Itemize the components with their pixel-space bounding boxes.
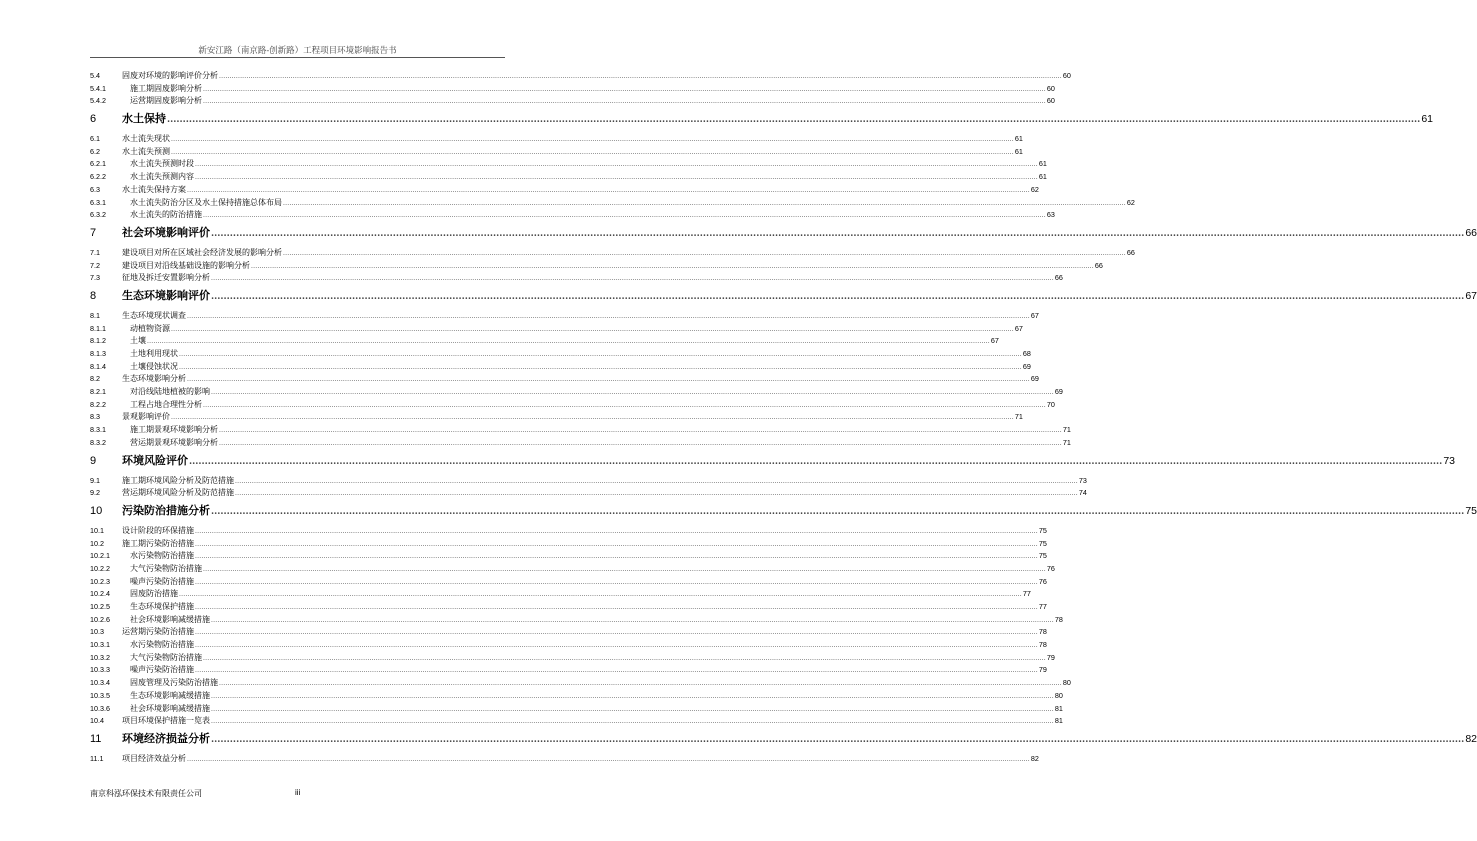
toc-entry-number: 5.4.2 [90,96,106,106]
toc-entry-page: 80 [1054,690,1063,700]
toc-leader-dots: ................................................................................................................................................................................................................................................................................................................................................................................................................ [171,325,1014,333]
toc-leader-dots: ................................................................................................................................................................................................................................................................................................................................................................................................................ [167,115,1421,126]
toc-entry[interactable] [90,222,1477,247]
toc-entry-title: 水土流失保持方案 [122,184,186,194]
toc-leader-dots: ................................................................................................................................................................................................................................................................................................................................................................................................................ [283,249,1126,257]
toc-leader-dots: ................................................................................................................................................................................................................................................................................................................................................................................................................ [211,705,1054,713]
toc-entry-title: 设计阶段的环保措施 [122,525,194,535]
toc-entry-title: 土壤侵蚀状况 [130,361,178,371]
table-of-contents [90,70,1477,766]
toc-entry-title: 固废防治措施 [130,589,178,599]
toc-leader-dots: ................................................................................................................................................................................................................................................................................................................................................................................................................ [195,174,1038,182]
toc-entry-title: 生态环境保护措施 [130,602,194,611]
toc-entry-page: 62 [1126,197,1135,207]
toc-entry[interactable] [90,411,1023,424]
toc-entry-number: 10.3.1 [90,640,110,650]
toc-entry-page: 76 [1046,563,1055,573]
toc-entry-page: 60 [1046,83,1055,93]
toc-entry-page: 75 [1465,504,1477,517]
toc-entry-page: 80 [1062,678,1071,688]
toc-entry-title: 水土流失防治分区及水土保持措施总体布局 [130,197,282,207]
toc-entry[interactable] [90,70,1071,83]
toc-entry[interactable] [90,285,1477,310]
toc-entry-title: 运营期固废影响分析 [130,96,202,106]
toc-entry[interactable] [90,626,1047,639]
toc-leader-dots: ................................................................................................................................................................................................................................................................................................................................................................................................................ [179,351,1022,358]
toc-entry-title: 水土保持 [122,112,166,126]
toc-entry[interactable] [90,450,1456,475]
toc-entry-number: 8.1.3 [90,349,106,358]
toc-entry[interactable] [90,171,1047,184]
toc-entry-title: 景观影响评价 [122,412,170,422]
toc-entry[interactable] [90,361,1031,374]
toc-leader-dots: ................................................................................................................................................................................................................................................................................................................................................................................................................ [147,338,990,346]
toc-entry-page: 66 [1054,273,1063,283]
toc-entry[interactable] [90,83,1055,96]
toc-entry[interactable] [90,146,1023,159]
toc-entry-title: 大气污染物防治措施 [130,652,202,662]
toc-entry-page: 61 [1038,172,1047,182]
toc-entry-title: 水污染物防治措施 [130,640,194,650]
toc-entry-page: 73 [1078,475,1087,485]
toc-entry-number: 9.1 [90,475,100,485]
toc-entry-page: 61 [1014,146,1023,156]
toc-entry-page: 63 [1046,210,1055,220]
toc-entry-title: 运营期污染防治措施 [122,627,194,637]
toc-entry[interactable] [90,500,1477,525]
toc-entry[interactable] [90,588,1031,601]
toc-entry-title: 固废对环境的影响评价分析 [122,71,218,80]
toc-entry-number: 10.2.3 [90,576,110,586]
toc-entry[interactable] [90,260,1103,273]
toc-entry-number: 8.1.1 [90,323,106,333]
toc-entry-title: 社会环境影响减缓措施 [130,614,210,624]
toc-entry-title: 土地利用现状 [130,349,178,358]
toc-entry[interactable] [90,197,1135,210]
toc-entry-number: 7 [90,226,97,239]
toc-leader-dots: ................................................................................................................................................................................................................................................................................................................................................................................................................ [251,262,1094,270]
toc-entry-page: 79 [1038,665,1047,675]
toc-leader-dots: ................................................................................................................................................................................................................................................................................................................................................................................................................ [211,718,1054,726]
toc-entry[interactable] [90,652,1055,665]
footer-page-number: iii [295,788,301,797]
toc-entry-page: 69 [1054,387,1063,397]
toc-entry-page: 78 [1054,614,1063,624]
toc-entry-page: 67 [1465,289,1477,302]
toc-leader-dots: ................................................................................................................................................................................................................................................................................................................................................................................................................ [219,427,1062,435]
toc-entry-title: 环境经济损益分析 [122,731,210,745]
toc-entry-title: 水土流失现状 [122,134,170,144]
toc-entry-number: 10.3.2 [90,652,110,662]
toc-leader-dots: ................................................................................................................................................................................................................................................................................................................................................................................................................ [219,73,1062,80]
toc-leader-dots: ................................................................................................................................................................................................................................................................................................................................................................................................................ [189,456,1443,467]
toc-entry[interactable] [90,538,1047,551]
toc-entry-title: 营运期景观环境影响分析 [130,437,218,447]
toc-entry-page: 78 [1038,640,1047,650]
toc-leader-dots: ................................................................................................................................................................................................................................................................................................................................................................................................................ [187,186,1030,194]
toc-entry-page: 81 [1054,716,1063,726]
toc-entry-number: 8.1.2 [90,336,106,346]
toc-leader-dots: ................................................................................................................................................................................................................................................................................................................................................................................................................ [211,291,1465,302]
toc-leader-dots: ................................................................................................................................................................................................................................................................................................................................................................................................................ [203,98,1046,106]
toc-entry-title: 施工期污染防治措施 [122,538,194,548]
toc-entry-title: 水土流失的防治措施 [130,210,202,220]
toc-leader-dots: ................................................................................................................................................................................................................................................................................................................................................................................................................ [235,490,1078,498]
toc-leader-dots: ................................................................................................................................................................................................................................................................................................................................................................................................................ [211,692,1054,700]
toc-entry-page: 68 [1022,349,1031,358]
toc-entry[interactable] [90,563,1055,576]
toc-entry[interactable] [90,133,1023,146]
toc-entry-page: 67 [1014,323,1023,333]
toc-entry-page: 73 [1443,454,1456,467]
toc-entry[interactable] [90,323,1023,336]
toc-entry-number: 10.2.5 [90,602,110,611]
toc-entry-title: 环境风险评价 [122,453,188,467]
toc-entry-number: 8.2.1 [90,387,106,397]
toc-entry-title: 项目经济效益分析 [122,753,186,763]
toc-entry-number: 10.3.4 [90,678,110,688]
toc-entry-page: 66 [1465,226,1477,239]
toc-entry-title: 固废管理及污染防治措施 [130,678,218,688]
toc-leader-dots: ................................................................................................................................................................................................................................................................................................................................................................................................................ [187,376,1030,384]
toc-entry-page: 77 [1022,589,1031,599]
toc-leader-dots: ................................................................................................................................................................................................................................................................................................................................................................................................................ [195,604,1038,611]
toc-entry-title: 生态环境影响分析 [122,374,186,384]
toc-entry-page: 76 [1038,576,1047,586]
toc-entry[interactable] [90,550,1047,563]
toc-entry-page: 66 [1094,260,1103,270]
toc-entry-title: 施工期固废影响分析 [130,83,202,93]
toc-entry[interactable] [90,664,1047,677]
toc-entry-title: 征地及拆迁安置影响分析 [122,273,210,283]
toc-leader-dots: ................................................................................................................................................................................................................................................................................................................................................................................................................ [211,616,1054,624]
toc-leader-dots: ................................................................................................................................................................................................................................................................................................................................................................................................................ [195,161,1038,169]
toc-entry[interactable] [90,335,999,348]
toc-entry-title: 噪声污染防治措施 [130,665,194,675]
toc-entry[interactable] [90,475,1087,488]
toc-entry-number: 6.3.1 [90,197,106,207]
toc-entry-page: 75 [1038,538,1047,548]
toc-entry-number: 5.4 [90,71,100,80]
toc-entry[interactable] [90,677,1071,690]
header-divider [90,57,505,58]
toc-entry-number: 10.1 [90,525,104,535]
toc-entry-number: 6.2 [90,146,100,156]
toc-leader-dots: ................................................................................................................................................................................................................................................................................................................................................................................................................ [171,136,1014,144]
toc-leader-dots: ................................................................................................................................................................................................................................................................................................................................................................................................................ [171,148,1014,156]
toc-entry-title: 营运期环境风险分析及防范措施 [122,488,234,498]
toc-entry-title: 建设项目对所在区域社会经济发展的影响分析 [122,247,282,257]
toc-entry-number: 10.2.4 [90,589,110,599]
toc-entry-number: 8.2 [90,374,100,384]
toc-entry-page: 67 [990,336,999,346]
toc-entry[interactable] [90,424,1071,437]
toc-entry-number: 9.2 [90,488,100,498]
toc-entry[interactable] [90,576,1047,589]
toc-entry-page: 75 [1038,551,1047,561]
toc-entry-title: 社会环境影响减缓措施 [130,703,210,713]
toc-leader-dots: ................................................................................................................................................................................................................................................................................................................................................................................................................ [195,578,1038,586]
toc-leader-dots: ................................................................................................................................................................................................................................................................................................................................................................................................................ [195,667,1038,675]
toc-leader-dots: ................................................................................................................................................................................................................................................................................................................................................................................................................ [203,654,1046,662]
toc-entry-page: 77 [1038,602,1047,611]
toc-leader-dots: ................................................................................................................................................................................................................................................................................................................................................................................................................ [195,629,1038,637]
toc-entry-title: 生态环境影响减缓措施 [130,690,210,700]
toc-entry[interactable] [90,614,1063,627]
toc-entry-number: 10.3.5 [90,690,110,700]
toc-entry-number: 8.2.2 [90,399,106,409]
toc-entry-page: 78 [1038,627,1047,637]
toc-entry-title: 水土流失预测内容 [130,172,194,182]
toc-entry-page: 71 [1062,437,1071,447]
toc-entry-title: 水污染物防治措施 [130,551,194,561]
toc-entry-page: 67 [1030,310,1039,320]
toc-entry-title: 对沿线陆地植被的影响 [130,387,210,397]
toc-entry[interactable] [90,158,1047,171]
toc-entry-page: 70 [1046,399,1055,409]
toc-entry-title: 施工期景观环境影响分析 [130,425,218,435]
toc-entry-title: 社会环境影响评价 [122,225,210,239]
toc-entry-page: 82 [1465,732,1477,745]
toc-entry-page: 62 [1030,184,1039,194]
toc-leader-dots: ................................................................................................................................................................................................................................................................................................................................................................................................................ [211,275,1054,283]
toc-leader-dots: ................................................................................................................................................................................................................................................................................................................................................................................................................ [219,680,1062,688]
toc-leader-dots: ................................................................................................................................................................................................................................................................................................................................................................................................................ [219,439,1062,447]
toc-entry-title: 土壤 [130,336,146,346]
toc-entry-number: 6.2.2 [90,172,106,182]
toc-entry-title: 大气污染物防治措施 [130,563,202,573]
toc-entry-number: 11 [90,732,102,745]
toc-entry-number: 5.4.1 [90,83,106,93]
toc-entry-number: 8 [90,289,97,302]
toc-entry-page: 71 [1062,425,1071,435]
page-header: 新安江路（南京路-创新路）工程项目环境影响报告书 [198,46,397,56]
toc-entry-page: 69 [1022,361,1031,371]
toc-entry[interactable] [90,399,1055,412]
toc-leader-dots: ................................................................................................................................................................................................................................................................................................................................................................................................................ [195,553,1038,561]
toc-entry-page: 71 [1014,412,1023,422]
toc-entry-number: 6 [90,113,97,126]
toc-entry-page: 81 [1054,703,1063,713]
toc-entry-title: 动植物资源 [130,323,170,333]
toc-entry[interactable] [90,108,1434,133]
toc-leader-dots: ................................................................................................................................................................................................................................................................................................................................................................................................................ [283,199,1126,207]
toc-leader-dots: ................................................................................................................................................................................................................................................................................................................................................................................................................ [211,734,1465,745]
toc-entry-page: 61 [1014,134,1023,144]
toc-entry-number: 10.3.6 [90,703,110,713]
toc-entry-title: 水土流失预测 [122,146,170,156]
toc-leader-dots: ................................................................................................................................................................................................................................................................................................................................................................................................................ [203,401,1046,409]
toc-entry-number: 8.3 [90,412,100,422]
toc-leader-dots: ................................................................................................................................................................................................................................................................................................................................................................................................................ [211,228,1465,239]
toc-leader-dots: ................................................................................................................................................................................................................................................................................................................................................................................................................ [179,591,1022,599]
toc-entry-page: 61 [1421,113,1434,126]
toc-entry-page: 69 [1030,374,1039,384]
toc-entry-number: 6.1 [90,134,100,144]
toc-entry[interactable] [90,310,1039,323]
toc-leader-dots: ................................................................................................................................................................................................................................................................................................................................................................................................................ [203,85,1046,93]
toc-entry-page: 61 [1038,159,1047,169]
toc-entry-number: 6.2.1 [90,159,106,169]
toc-leader-dots: ................................................................................................................................................................................................................................................................................................................................................................................................................ [171,414,1014,422]
toc-entry[interactable] [90,373,1039,386]
toc-entry-number: 10 [90,504,103,517]
toc-leader-dots: ................................................................................................................................................................................................................................................................................................................................................................................................................ [195,527,1038,535]
toc-leader-dots: ................................................................................................................................................................................................................................................................................................................................................................................................................ [211,506,1465,517]
toc-entry[interactable] [90,753,1039,766]
toc-leader-dots: ................................................................................................................................................................................................................................................................................................................................................................................................................ [195,642,1038,650]
toc-entry[interactable] [90,184,1039,197]
toc-leader-dots: ................................................................................................................................................................................................................................................................................................................................................................................................................ [187,312,1030,320]
toc-entry[interactable] [90,690,1063,703]
toc-entry-page: 60 [1062,71,1071,80]
toc-entry-number: 8.1 [90,310,100,320]
toc-leader-dots: ................................................................................................................................................................................................................................................................................................................................................................................................................ [195,540,1038,548]
toc-entry[interactable] [90,715,1063,728]
toc-entry-title: 项目环境保护措施一览表 [122,716,210,726]
toc-entry-number: 8.3.1 [90,425,106,435]
toc-entry[interactable] [90,525,1047,538]
toc-entry-title: 污染防治措施分析 [122,503,210,517]
toc-entry-number: 7.1 [90,247,100,257]
toc-entry-number: 10.2.6 [90,614,110,624]
toc-entry[interactable] [90,247,1135,260]
toc-entry-number: 8.1.4 [90,361,106,371]
toc-entry-title: 工程占地合理性分析 [130,399,202,409]
toc-entry[interactable] [90,703,1063,716]
toc-entry-number: 6.3.2 [90,210,106,220]
toc-entry-number: 10.2.2 [90,563,110,573]
toc-entry-number: 10.2 [90,538,104,548]
toc-entry-number: 11.1 [90,753,104,763]
toc-entry-number: 9 [90,454,97,467]
toc-entry-number: 10.4 [90,716,104,726]
toc-entry[interactable] [90,95,1055,108]
toc-leader-dots: ................................................................................................................................................................................................................................................................................................................................................................................................................ [179,363,1022,371]
toc-entry-page: 79 [1046,652,1055,662]
toc-entry-title: 水土流失预测时段 [130,159,194,169]
toc-entry[interactable] [90,639,1047,652]
toc-entry[interactable] [90,386,1063,399]
toc-entry[interactable] [90,209,1055,222]
toc-leader-dots: ................................................................................................................................................................................................................................................................................................................................................................................................................ [187,755,1030,763]
toc-entry-page: 82 [1030,753,1039,763]
toc-entry-number: 10.3 [90,627,104,637]
toc-entry-page: 60 [1046,96,1055,106]
toc-leader-dots: ................................................................................................................................................................................................................................................................................................................................................................................................................ [235,477,1078,485]
toc-entry-title: 施工期环境风险分析及防范措施 [122,475,234,485]
toc-entry-title: 噪声污染防治措施 [130,576,194,586]
toc-leader-dots: ................................................................................................................................................................................................................................................................................................................................................................................................................ [211,389,1054,397]
toc-entry-page: 75 [1038,525,1047,535]
toc-entry-title: 生态环境影响评价 [122,288,210,302]
footer-company: 南京科泓环保技术有限责任公司 [90,789,202,798]
toc-entry-title: 建设项目对沿线基础设施的影响分析 [122,260,250,270]
toc-entry-title: 生态环境现状调查 [122,310,186,320]
toc-entry-number: 7.2 [90,260,100,270]
toc-entry[interactable] [90,437,1071,450]
toc-leader-dots: ................................................................................................................................................................................................................................................................................................................................................................................................................ [203,212,1046,220]
toc-entry[interactable] [90,348,1031,361]
toc-entry-number: 8.3.2 [90,437,106,447]
toc-entry-number: 6.3 [90,184,100,194]
toc-entry-number: 7.3 [90,273,100,283]
toc-entry[interactable] [90,601,1047,614]
toc-entry-page: 74 [1078,488,1087,498]
toc-entry[interactable] [90,728,1477,753]
toc-leader-dots: ................................................................................................................................................................................................................................................................................................................................................................................................................ [203,565,1046,573]
toc-entry[interactable] [90,487,1087,500]
toc-entry-number: 10.2.1 [90,551,110,561]
toc-entry-page: 66 [1126,247,1135,257]
toc-entry-number: 10.3.3 [90,665,110,675]
toc-entry[interactable] [90,272,1063,285]
